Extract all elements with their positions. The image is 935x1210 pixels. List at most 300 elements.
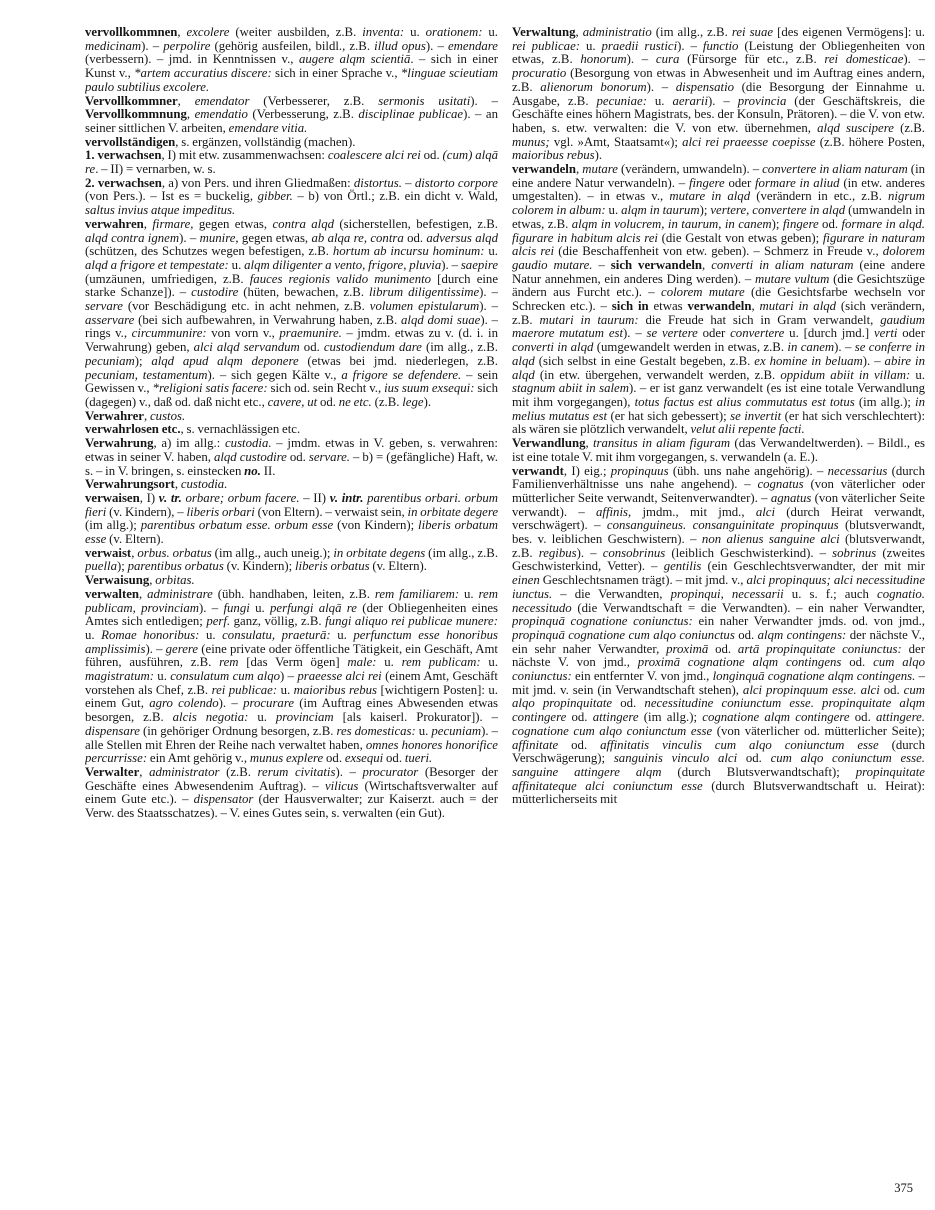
dictionary-entry	[512, 163, 925, 437]
headword-text: verwaist	[85, 545, 132, 560]
headword-text: verwandeln	[687, 299, 752, 314]
latin-italic-text: longinquā cognatione alqm contingens.	[712, 669, 916, 684]
plain-text: ). –	[626, 52, 656, 67]
plain-text: od.	[420, 148, 443, 163]
dictionary-entry	[85, 588, 498, 766]
latin-italic-text: munus;	[512, 134, 550, 149]
plain-text: sich od. sein Recht v.,	[267, 381, 385, 396]
plain-text: (einem Amt, Geschäft vorstehen als Chef, z.B.	[85, 669, 498, 697]
dictionary-entry	[85, 492, 498, 547]
latin-italic-text: magistratum:	[85, 669, 154, 684]
latin-italic-text: convertere in aliam naturam	[762, 162, 908, 177]
plain-text: od.	[737, 751, 771, 766]
latin-italic-text: convertere	[730, 326, 785, 341]
latin-italic-text: inventa:	[362, 26, 405, 39]
latin-italic-text: fingere	[782, 216, 819, 231]
headword-text: Verwahrer	[85, 408, 144, 423]
plain-text: . – II) = vernarben, w. s.	[95, 162, 216, 177]
latin-italic-text: fungi	[223, 600, 250, 615]
plain-text: etwas	[648, 299, 688, 314]
latin-italic-text: alqd suscipere	[817, 120, 894, 135]
latin-italic-text: agro colendo	[149, 696, 219, 711]
latin-italic-text: oppidum abiit in villam:	[780, 367, 911, 382]
plain-text: ). –	[623, 326, 647, 341]
plain-text: [durch eine starke Schanze]). –	[85, 271, 498, 300]
plain-text: ,	[144, 408, 150, 423]
plain-text: ). –	[335, 764, 363, 779]
latin-italic-text: ius suum exsequi:	[384, 381, 475, 396]
plain-text: gegen etwas,	[193, 216, 273, 231]
plain-text: (umzäunen, umfriedigen, z.B.	[85, 271, 250, 286]
latin-italic-text: custodiendum dare	[323, 340, 422, 355]
plain-text: ). – er ist ganz verwandelt (es ist eine totale Verwandlung mit ihm vorgegangen),	[512, 381, 925, 409]
latin-italic-text: circummunire:	[131, 326, 207, 341]
plain-text: od.	[734, 627, 758, 642]
plain-text: (z.B.	[219, 764, 258, 779]
plain-text: (von Pers.). – Ist es = buckelig,	[85, 189, 258, 204]
headword-text: Verwalter	[85, 764, 140, 779]
plain-text: (übh. uns nahe angehörig). –	[668, 463, 828, 478]
latin-italic-text: cura	[655, 52, 680, 67]
plain-text: ). –	[677, 38, 703, 53]
plain-text: ,	[575, 26, 583, 39]
headword-text: Verwahrung	[85, 436, 154, 451]
latin-italic-text: orationem:	[425, 26, 483, 39]
headword-text: verwalten	[85, 586, 140, 601]
plain-text: (sicherstellen, befestigen, z.B.	[334, 216, 498, 231]
latin-italic-text: alci rei praeesse coepisse	[682, 134, 816, 149]
plain-text: , I) mit etw. zusammenwachsen:	[161, 148, 328, 163]
latin-italic-text: Romae honoribus:	[101, 627, 200, 642]
headword-text: 1. verwachsen	[85, 148, 162, 163]
latin-italic-text: *religioni satis facere:	[152, 381, 268, 396]
plain-text: der nächste V. von jmd.,	[512, 641, 925, 670]
latin-italic-text: cum alqo coniunctus:	[512, 655, 925, 684]
latin-italic-text: pecuniam	[431, 723, 482, 738]
latin-italic-text: custodia.	[180, 477, 228, 492]
plain-text: );	[117, 559, 128, 574]
latin-italic-text: cognatio. necessitudo	[512, 586, 925, 615]
headword-text: Verwaltung	[512, 26, 576, 39]
latin-italic-text: cognatione alqm contingere	[702, 710, 850, 725]
latin-italic-text: consulatu, praeturā:	[222, 627, 331, 642]
headword-text: verwahrlosen etc.	[85, 422, 181, 437]
plain-text: od.	[818, 216, 842, 231]
plain-text: – sein Gewissen v.,	[85, 367, 498, 396]
latin-italic-text: procurare	[243, 696, 295, 711]
plain-text: [das Verm ögen]	[238, 655, 348, 670]
plain-text: (z.B.	[371, 394, 403, 409]
plain-text: – jmdm. etwas zu v. (d. i. in Verwahrung) geben,	[85, 326, 498, 355]
plain-text: od.	[323, 751, 345, 766]
plain-text: od.	[849, 710, 877, 725]
latin-italic-text: nigrum colorem in album:	[512, 189, 925, 218]
plain-text: (sich verändern, z.B.	[512, 299, 925, 327]
plain-text: (die Gesichtszüge ändern aus Furcht etc.). –	[512, 271, 925, 300]
plain-text: (schützen, des Schutzes wegen befestigen, z.B.	[85, 244, 333, 259]
latin-italic-text: praedii rustici	[601, 38, 678, 53]
latin-italic-text: servare	[85, 299, 123, 314]
plain-text: ,	[139, 764, 150, 779]
latin-italic-text: mutare	[582, 162, 618, 177]
plain-text: u.	[153, 669, 171, 684]
plain-text: (Besorger der Geschäfte eines Abwesendenim Auftrag). –	[85, 764, 498, 793]
plain-text: (blutsverwandt, z.B.	[512, 532, 925, 560]
latin-italic-text: omnes honores honorifice percurrisse:	[85, 737, 498, 766]
plain-text: ). –	[708, 93, 738, 108]
plain-text: (von väterlicher od. mütterlicher Seite);	[712, 723, 925, 738]
plain-text: od.	[708, 641, 738, 656]
latin-italic-text: in canem	[787, 340, 835, 355]
latin-italic-text: male:	[347, 655, 377, 670]
plain-text: sich (dagegen) v., daß od. daß nicht etc.,	[85, 381, 498, 409]
latin-italic-text: saepire	[460, 257, 498, 272]
headword-text: Vervollkommnung	[85, 107, 187, 122]
latin-italic-text: exsequi	[344, 751, 384, 766]
plain-text: od.	[612, 696, 645, 711]
bold-italic-text: v. intr.	[329, 490, 364, 505]
latin-italic-text: perpolire	[163, 38, 211, 53]
dictionary-entry	[85, 410, 498, 424]
headword-text: Verwaisung	[85, 573, 150, 588]
headword-text: verwandt	[512, 463, 564, 478]
latin-italic-text: colorem mutare	[661, 285, 745, 300]
plain-text: u.	[277, 682, 294, 697]
plain-text: (vor Beschädigung etc. in acht nehmen, z.B.	[122, 299, 370, 314]
latin-italic-text: alqm diligenter a vento, frigore, pluvia	[244, 257, 442, 272]
plain-text: ). –	[646, 79, 676, 94]
latin-italic-text: einen	[512, 573, 540, 588]
plain-text: –	[592, 257, 611, 272]
plain-text: u.	[910, 367, 925, 382]
latin-italic-text: cavere, ut	[267, 394, 318, 409]
latin-italic-text: affinitate	[512, 737, 559, 752]
plain-text: ). –	[425, 38, 448, 53]
latin-italic-text: ex homine in beluam	[754, 353, 863, 368]
latin-italic-text: se conferre in alqd	[512, 340, 925, 368]
latin-italic-text: sobrinus	[832, 545, 877, 560]
latin-italic-text: disciplinae publicae	[358, 107, 464, 122]
latin-italic-text: stagnum abiit in salem	[512, 381, 629, 396]
plain-text: (Fürsorge für etc., z.B.	[679, 52, 825, 67]
latin-italic-text: formare in alqd. figurare in habitum alcis rei	[512, 216, 925, 245]
latin-italic-text: liberis orbatus	[295, 559, 370, 574]
plain-text: (eine andere Natur annehmen, ein anderes Ding werden). –	[512, 257, 925, 286]
latin-italic-text: alienorum bonorum	[540, 79, 647, 94]
latin-italic-text: alqd domi suae	[400, 312, 481, 327]
latin-italic-text: necessarius	[827, 463, 888, 478]
latin-italic-text: emendator	[194, 93, 250, 108]
plain-text: ,	[139, 586, 148, 601]
plain-text: (sich selbst in eine Gestalt begeben, z.B.	[534, 353, 755, 368]
plain-text: od.	[879, 682, 904, 697]
plain-text: (durch Heirat verwandt, verschwägert). –	[512, 504, 925, 533]
latin-italic-text: perfungi alqā re	[270, 600, 357, 615]
latin-italic-text: gaudium maerore mutatum est	[512, 312, 925, 341]
plain-text: (im allg., auch uneig.);	[211, 545, 334, 560]
latin-italic-text: honorum	[580, 52, 627, 67]
plain-text: ein Amt gehörig v.,	[147, 751, 250, 766]
latin-italic-text: affinis,	[595, 504, 632, 519]
right-column	[512, 26, 925, 1166]
latin-italic-text: functio	[702, 38, 739, 53]
plain-text: ). – sich gegen Kälte v.,	[207, 367, 342, 382]
plain-text: ). – alle Stellen mit Ehren der Reihe nach verwaltet haben,	[85, 723, 498, 752]
plain-text: u.	[228, 257, 245, 272]
plain-text: (durch Blutsverwandtschaft);	[661, 764, 856, 779]
plain-text: (im allg., z.B.	[421, 340, 498, 355]
latin-italic-text: excolere	[186, 26, 230, 39]
plain-text: (ein Geschlechtsverwandter, der mit mir	[701, 559, 925, 574]
plain-text: u. s. f.; auch	[783, 586, 878, 601]
plain-text: (von väterlicher Seite verwandt). –	[512, 490, 925, 519]
latin-italic-text: totus factus est alius commutatus est totus	[634, 394, 855, 409]
latin-italic-text: dispensatio	[675, 79, 735, 94]
plain-text: ein entfernter V. von jmd.,	[571, 669, 713, 684]
plain-text: ,	[177, 93, 195, 108]
dictionary-entry	[85, 547, 498, 574]
plain-text: (Verbesserung, z.B.	[247, 107, 359, 122]
plain-text: ) –	[280, 669, 298, 684]
latin-italic-text: lege	[402, 394, 424, 409]
plain-text: u.	[580, 38, 602, 53]
latin-italic-text: illud opus	[374, 38, 426, 53]
plain-text: (im Auftrag eines Abwesenden etwas besorgen, z.B.	[85, 696, 498, 725]
plain-text: der nächste V., ein sehr naher Verwandter,	[512, 627, 925, 656]
plain-text: – mit jmd. v. sein (in Verwandtschaft stehen),	[512, 669, 925, 697]
latin-italic-text: provinciam	[275, 710, 334, 725]
latin-italic-text: rem familiarem:	[374, 586, 460, 601]
latin-italic-text: puella	[85, 559, 117, 574]
latin-italic-text: provincia	[737, 93, 787, 108]
plain-text: ).	[594, 148, 603, 163]
plain-text: ). –	[218, 696, 244, 711]
plain-text: ,	[177, 26, 187, 39]
plain-text: (v. Kindern);	[223, 559, 295, 574]
plain-text: od.	[403, 230, 427, 245]
latin-italic-text: converti in aliam naturam	[711, 257, 854, 272]
latin-italic-text: propinquitate affinitateque alci coniunctum esse	[512, 764, 925, 793]
plain-text: (gehörig ausfeilen, bildl., z.B.	[210, 38, 375, 53]
latin-italic-text: dispensator	[193, 792, 254, 807]
latin-italic-text: saltus invius atque impeditus.	[85, 203, 236, 218]
plain-text: (er hat sich verschlechtert): als wären sie plötzlich verwandelt,	[512, 408, 925, 437]
latin-italic-text: augere alqm scientiā	[298, 52, 411, 67]
dictionary-entry	[85, 26, 498, 95]
plain-text: ). –	[479, 299, 498, 314]
plain-text: od.	[317, 394, 339, 409]
plain-text: od.	[841, 655, 874, 670]
plain-text: , s. vernachlässigen etc.	[180, 422, 301, 437]
plain-text: , I) eig.;	[563, 463, 611, 478]
latin-italic-text: dolorem gaudio mutare.	[512, 244, 925, 272]
latin-italic-text: consanguineus. consanguinitate propinquus	[606, 518, 839, 533]
plain-text: ). – an seiner sittlichen V. arbeiten,	[85, 107, 498, 135]
latin-italic-text: attingere	[592, 710, 639, 725]
plain-text: (leiblich Geschwisterkind). –	[665, 545, 833, 560]
latin-italic-text: alqd custodire	[213, 449, 287, 464]
plain-text: u. [durch jmd.]	[784, 326, 874, 341]
plain-text: u.	[248, 710, 276, 725]
latin-italic-text: hortum ab incursu hominum:	[332, 244, 485, 259]
text-columns	[85, 26, 925, 1166]
plain-text: ). –	[470, 93, 498, 108]
plain-text: sich in einer Sprache v.,	[271, 66, 401, 81]
plain-text: (er hat sich gebessert);	[607, 408, 731, 423]
plain-text: (im allg.);	[854, 394, 916, 409]
plain-text: (v. Eltern).	[369, 559, 427, 574]
latin-italic-text: rei domesticae	[824, 52, 904, 67]
latin-italic-text: propinquā cognatione cum alqo coniunctus	[512, 627, 735, 642]
latin-italic-text: perfunctum esse honoribus amplissimis	[85, 627, 498, 656]
plain-text: );	[699, 203, 711, 218]
plain-text: ,	[576, 162, 583, 177]
latin-italic-text: velut alii repente facti.	[690, 422, 805, 437]
latin-italic-text: parentibus orbatum esse. orbum esse	[140, 518, 334, 533]
latin-italic-text: rei suae	[731, 26, 774, 39]
latin-italic-text: custodire	[191, 285, 239, 300]
latin-italic-text: (cum) alqā re	[85, 148, 498, 177]
latin-italic-text: volumen epistularum	[369, 299, 480, 314]
plain-text: ,	[585, 436, 593, 451]
latin-italic-text: propinqui, necessarii	[670, 586, 784, 601]
plain-text: (von väterlicher oder mütterlicher Seite verwandt, Seitenverwandter). –	[512, 477, 925, 505]
latin-italic-text: rei publicae:	[512, 38, 581, 53]
latin-italic-text: asservare	[85, 312, 135, 327]
plain-text: – II)	[299, 490, 330, 505]
plain-text: od.	[286, 449, 309, 464]
latin-italic-text: gerere	[165, 641, 199, 656]
plain-text: (im allg.);	[85, 518, 141, 533]
latin-italic-text: servare.	[308, 449, 350, 464]
latin-italic-text: gentilis	[663, 559, 702, 574]
plain-text: (verbessern). – jmd. in Kenntnissen v.,	[85, 52, 299, 67]
latin-italic-text: orbare; orbum facere.	[185, 490, 300, 505]
latin-italic-text: propinquus	[610, 463, 669, 478]
plain-text: – b) von Örtl.; z.B. ein dicht v. Wald,	[292, 189, 498, 204]
latin-italic-text: alqd apud alqm deponere	[151, 353, 299, 368]
latin-italic-text: coalescere alci rei	[327, 148, 421, 163]
latin-italic-text: rei publicae:	[211, 682, 278, 697]
plain-text: (von Eltern). – verwaist sein,	[254, 504, 408, 519]
latin-italic-text: emendatio	[194, 107, 248, 122]
latin-italic-text: propinquā cognatione coniunctus:	[512, 614, 693, 629]
latin-italic-text: librum diligentissime	[369, 285, 480, 300]
latin-italic-text: orbitas.	[155, 573, 195, 588]
latin-italic-text: praemunire.	[279, 326, 342, 341]
plain-text: ganz, völlig, z.B.	[230, 614, 326, 629]
plain-text: u.	[199, 627, 223, 642]
latin-italic-text: alci propinquum esse. alci	[742, 682, 880, 697]
latin-italic-text: custos.	[150, 408, 186, 423]
plain-text: u.	[404, 26, 426, 39]
dictionary-entry	[85, 478, 498, 492]
plain-text: II.	[260, 463, 276, 478]
headword-text: Verwahrungsort	[85, 477, 175, 492]
plain-text: ,	[186, 107, 195, 122]
plain-text: (Besorgung von etwas in Abwesenheit und im Auftrag eines andern, z.B.	[512, 66, 925, 94]
latin-italic-text: non alienus sanguine alci	[701, 532, 840, 547]
plain-text: ). –	[145, 641, 166, 656]
headword-text: vervollständigen	[85, 134, 176, 149]
plain-text: (zweites Geschwisterkind, Vetter). –	[512, 545, 925, 574]
plain-text: (etwas bei jmd. niederlegen, z.B.	[298, 353, 498, 368]
headword-text: 2. verwachsen	[85, 175, 162, 190]
latin-italic-text: se invertit	[730, 408, 782, 423]
latin-italic-text: medicinam	[85, 38, 142, 53]
latin-italic-text: attingere. cognatione cum alqo coniunctum esse	[512, 710, 925, 738]
page-number: 375	[894, 1181, 913, 1195]
plain-text: . – sich in einer Kunst v.,	[85, 52, 498, 81]
plain-text: (übh. handhaben, leiten, z.B.	[212, 586, 375, 601]
latin-italic-text: alci alqd servandum	[193, 340, 300, 355]
plain-text: (im allg., z.B.	[425, 545, 498, 560]
plain-text: (verändern in etc., z.B.	[750, 189, 889, 204]
plain-text: ,	[149, 573, 156, 588]
latin-italic-text: abire in alqd	[512, 353, 925, 382]
latin-italic-text: regibus	[538, 545, 577, 560]
plain-text: , s. ergänzen, vollständig (machen).	[175, 134, 356, 149]
latin-italic-text: proximā	[666, 641, 709, 656]
plain-text: (im allg.);	[638, 710, 703, 725]
latin-italic-text: procurator	[362, 764, 419, 779]
bold-italic-text: no.	[244, 463, 261, 478]
latin-italic-text: orbus. orbatus	[137, 545, 212, 560]
plain-text: ein naher Verwandter jmds. od. von jmd.,	[692, 614, 925, 629]
plain-text: (v. Eltern).	[106, 532, 164, 547]
latin-italic-text: tueri.	[404, 751, 433, 766]
plain-text: oder	[697, 326, 731, 341]
plain-text: gegen etwas,	[238, 230, 312, 245]
plain-text: u.	[330, 627, 354, 642]
plain-text: u.	[605, 203, 622, 218]
plain-text: die Freude hat sich in Gram verwandelt,	[638, 312, 881, 327]
latin-italic-text: distortus.	[353, 175, 402, 190]
latin-italic-text: necessitudine coniunctum esse. propinquitate alqm contingere	[512, 696, 925, 725]
plain-text: ). –	[576, 545, 603, 560]
plain-text: ,	[131, 545, 138, 560]
headword-text: sich verwandeln	[610, 257, 703, 272]
latin-italic-text: sermonis usitati	[378, 93, 471, 108]
plain-text: (Verbesserer, z.B.	[249, 93, 379, 108]
latin-italic-text: rem publicam:	[401, 655, 481, 670]
plain-text: , a) im allg.:	[153, 436, 225, 451]
latin-italic-text: alqm contingens:	[757, 627, 847, 642]
latin-italic-text: alqd contra ignem	[85, 230, 180, 245]
plain-text: (die Beschaffenheit von etw. geben). – Schmerz in Freude v.,	[554, 244, 883, 259]
latin-italic-text: procuratio	[512, 66, 567, 81]
plain-text: (verändern, umwandeln). –	[617, 162, 763, 177]
plain-text: ). –	[834, 340, 855, 355]
plain-text: od.	[299, 340, 324, 355]
latin-italic-text: in orbitate degens	[333, 545, 426, 560]
plain-text: (in eine andere Natur verwandeln). –	[512, 162, 925, 190]
latin-italic-text: agnatus	[770, 490, 812, 505]
plain-text: vgl. »Amt, Staatsamt«);	[549, 134, 683, 149]
latin-italic-text: res domesticas:	[336, 723, 416, 738]
latin-italic-text: *artem accuratius discere:	[134, 66, 272, 81]
latin-italic-text: contra alqd	[272, 216, 335, 231]
latin-italic-text: munire,	[199, 230, 239, 245]
latin-italic-text: liberis orbatum esse	[85, 518, 498, 547]
plain-text: (Wirtschaftsverwalter auf einem Gute etc.). –	[85, 778, 498, 807]
plain-text: (eine private oder öffentliche Tätigkeit, ein Geschäft, Amt führen, ausführen, z.B.	[85, 641, 498, 670]
plain-text: (durch Blutsverwandtschaft u. Heirat): mütterlicherseits mit	[512, 778, 925, 807]
dictionary-entry	[85, 423, 498, 437]
plain-text: );	[134, 353, 152, 368]
latin-italic-text: alqm in taurum	[621, 203, 700, 218]
headword-text: verwaisen	[85, 490, 140, 505]
